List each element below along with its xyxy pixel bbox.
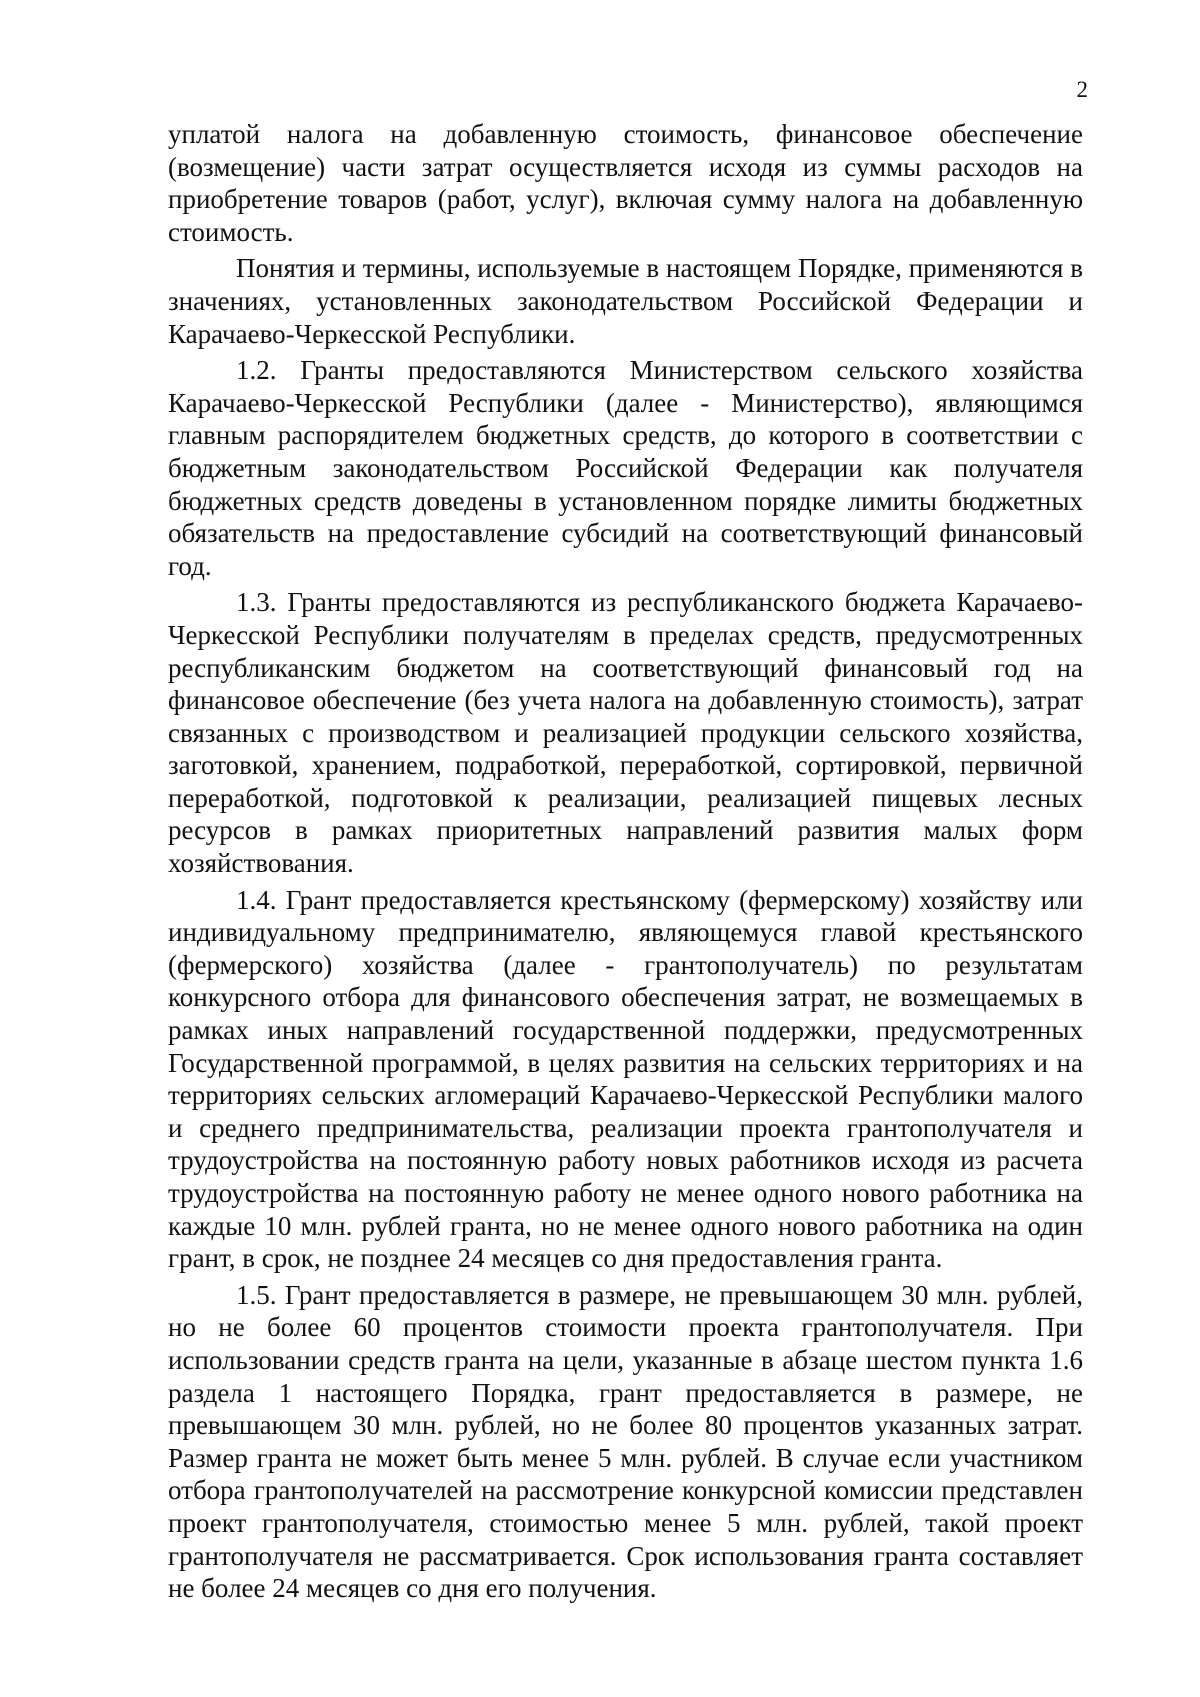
paragraph-1-2: 1.2. Гранты предоставляются Министерством сельского хозяйства Карачаево-Черкесской Республики (далее - Министерство), являющимся главным распорядителем бюджетных средств, до которого в соответствии с бюджетным законодательством Российской Федерации как получателя бюджетных средств доведены в установленном порядке лимиты бюджетных обязательств на предоставление субсидий на соответствующий финансовый год. xyxy=(168,355,1083,581)
document-body xyxy=(168,118,1083,1609)
page-number: 2 xyxy=(1076,77,1088,102)
paragraph-continuation: уплатой налога на добавленную стоимость, финансовое обеспечение (возмещение) части затрат осуществляется исходя из суммы расходов на приобретение товаров (работ, услуг), включая сумму налога на добавленную стоимость. xyxy=(168,119,1083,247)
paragraph-1-3: 1.3. Гранты предоставляются из республиканского бюджета Карачаево-Черкесской Республики получателям в пределах средств, предусмотренных республиканским бюджетом на соответствующий финансовый год на финансовое обеспечение (без учета налога на добавленную стоимость), затрат связанных с производством и реализацией продукции сельского хозяйства, заготовкой, хранением, подработкой, переработкой, сортировкой, первичной переработкой, подготовкой к реализации, реализацией пищевых лесных ресурсов в рамках приоритетных направлений развития малых форм хозяйствования. xyxy=(168,587,1083,879)
paragraph-1-5: 1.5. Грант предоставляется в размере, не превышающем 30 млн. рублей, но не более 60 процентов стоимости проекта грантополучателя. При использовании средств гранта на цели, указанные в абзаце шестом пункта 1.6 раздела 1 настоящего Порядка, грант предоставляется в размере, не превышающем 30 млн. рублей, но не более 80 процентов указанных затрат. Размер гранта не может быть менее 5 млн. рублей. В случае если участником отбора грантополучателей на рассмотрение конкурсной комиссии представлен проект грантополучателя, стоимостью менее 5 млн. рублей, такой проект грантополучателя не рассматривается. Срок использования гранта составляет не более 24 месяцев со дня его получения. xyxy=(168,1279,1083,1604)
paragraph-1-4: 1.4. Грант предоставляется крестьянскому (фермерскому) хозяйству или индивидуальному предпринимателю, являющемуся главой крестьянского (фермерского) хозяйства (далее - грантополучатель) по результатам конкурсного отбора для финансового обеспечения затрат, не возмещаемых в рамках иных направлений государственной поддержки, предусмотренных Государственной программой, в целях развития на сельских территориях и на территориях сельских агломераций Карачаево-Черкесской Республики малого и среднего предпринимательства, реализации проекта грантополучателя и трудоустройства на постоянную работу новых работников исходя из расчета трудоустройства на постоянную работу не менее одного нового работника на каждые 10 млн. рублей гранта, но не менее одного нового работника на один грант, в срок, не позднее 24 месяцев со дня предоставления гранта. xyxy=(168,884,1083,1274)
paragraph-terms: Понятия и термины, используемые в настоящем Порядке, применяются в значениях, установленных законодательством Российской Федерации и Карачаево-Черкесской Республики. xyxy=(168,253,1083,349)
